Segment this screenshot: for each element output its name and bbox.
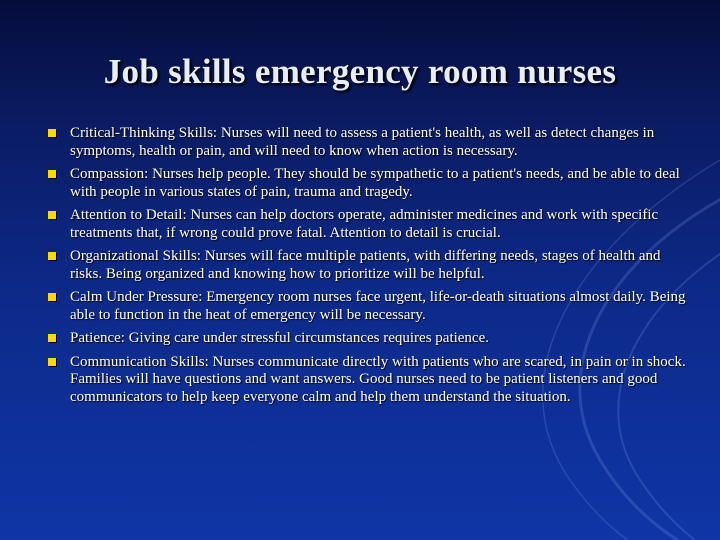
bullet-item [48,330,688,348]
bullet-item [48,207,688,242]
bullet-text: Patience: Giving care under stressful circumstances requires patience. [70,330,489,346]
bullet-square-icon [48,170,56,178]
bullet-list [48,125,688,412]
bullet-square-icon [48,252,56,260]
bullet-text: Calm Under Pressure: Emergency room nurses face urgent, life-or-death situations almost daily. Being able to function in the heat of emergency will be necessary. [70,289,686,323]
bullet-item [48,354,688,407]
bullet-item [48,125,688,160]
bullet-square-icon [48,129,56,137]
bullet-text: Critical-Thinking Skills: Nurses will need to assess a patient's health, as well as detect changes in symptoms, health or pain, and will need to know when action is necessary. [70,125,655,159]
bullet-square-icon [48,334,56,342]
bullet-item [48,289,688,324]
bullet-item [48,166,688,201]
bullet-text: Communication Skills: Nurses communicate directly with patients who are scared, in pain or in shock. Families will have questions and want answers. Good nurses need to be patient listeners and good communicators to help keep everyone calm and help them understand the situation. [70,353,686,405]
bullet-text: Attention to Detail: Nurses can help doctors operate, administer medicines and work with specific treatments that, if wrong could prove fatal. Attention to detail is crucial. [70,207,659,241]
bullet-square-icon [48,358,56,366]
bullet-text: Organizational Skills: Nurses will face multiple patients, with differing needs, stages of health and risks. Being organized and knowing how to prioritize will be helpful. [70,248,661,282]
bullet-square-icon [48,211,56,219]
slide-title: Job skills emergency room nurses [103,52,617,91]
bullet-item [48,248,688,283]
bullet-text: Compassion: Nurses help people. They should be sympathetic to a patient's needs, and be able to deal with people in various states of pain, trauma and tragedy. [70,166,680,200]
bullet-square-icon [48,293,56,301]
